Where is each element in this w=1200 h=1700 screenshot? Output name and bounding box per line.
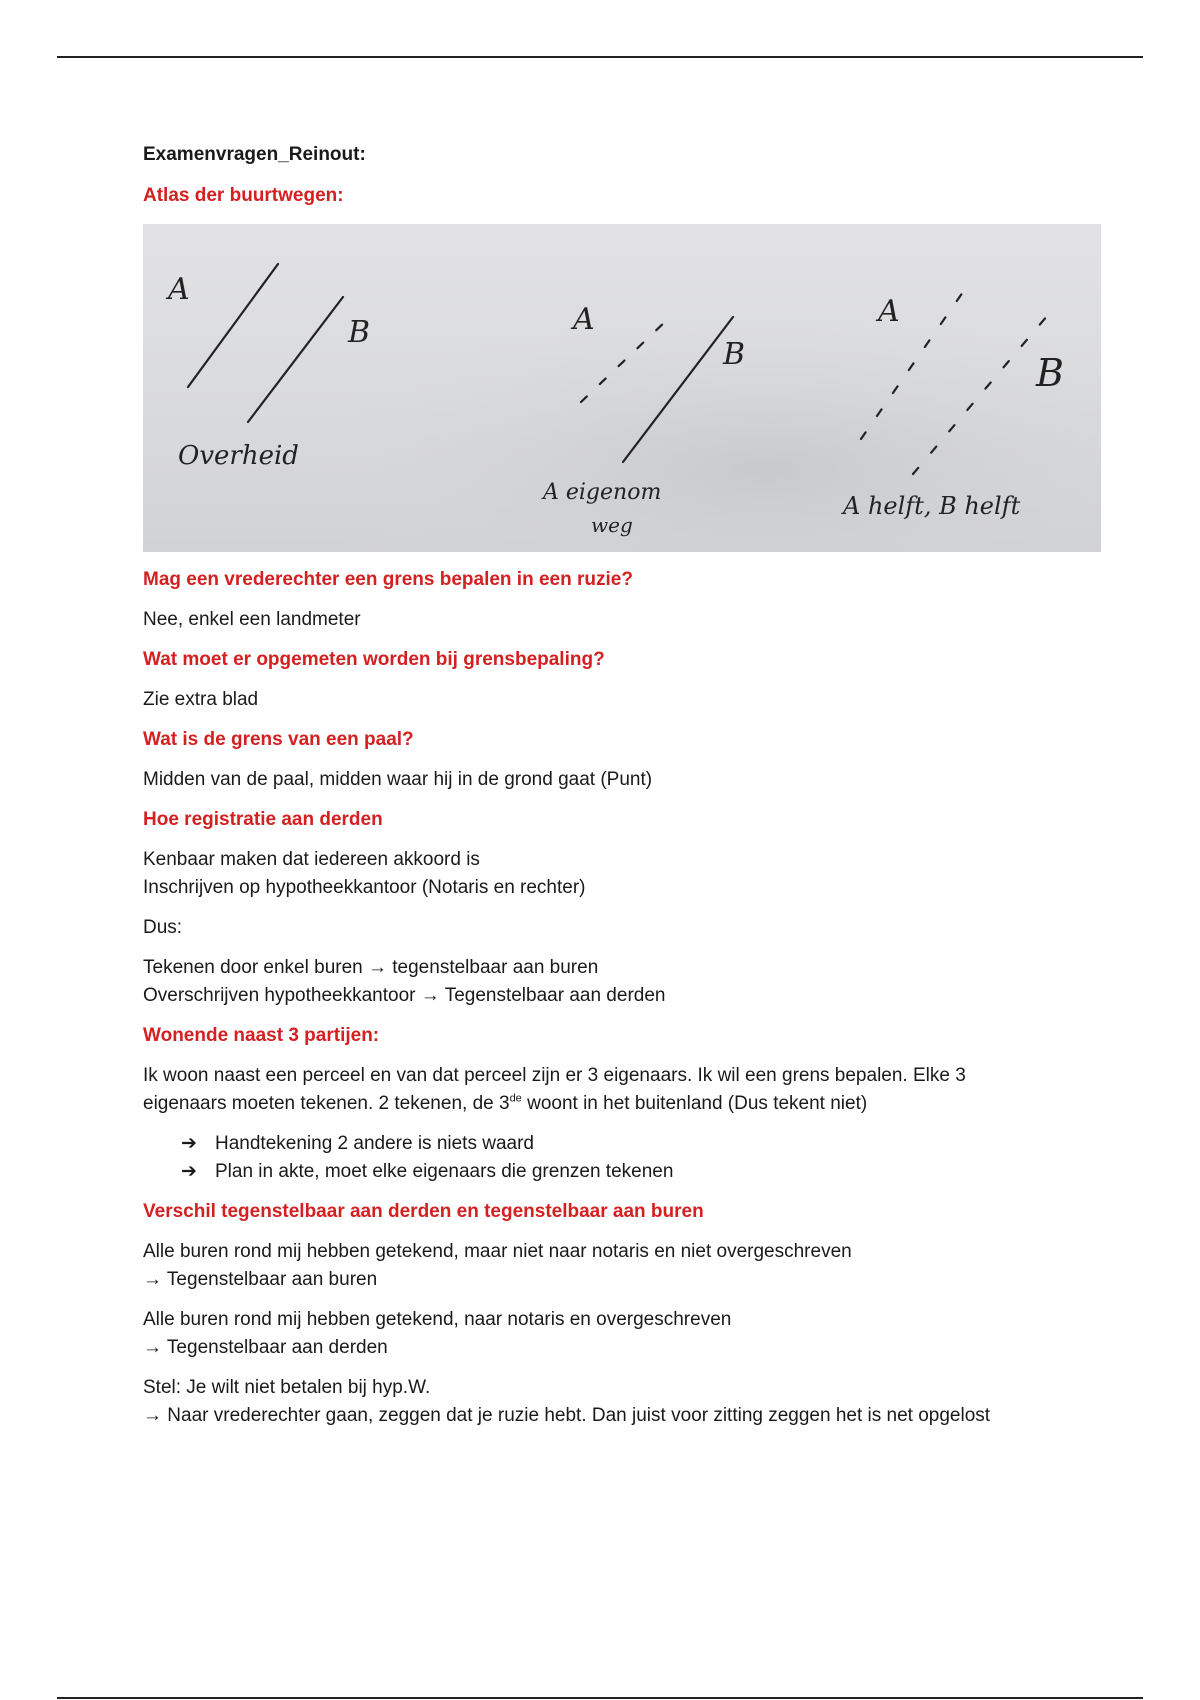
q4-dus: Dus: (143, 917, 183, 938)
answer-q3: Midden van de paal, midden waar hij in de grond gaat (Punt) (143, 769, 653, 790)
heading-atlas: Atlas der buurtwegen: (143, 185, 344, 206)
list-item (181, 1130, 1103, 1158)
bottom-rule (57, 1697, 1143, 1699)
q4-line2: Inschrijven op hypotheekkantoor (Notaris en rechter) (143, 877, 586, 898)
sketch-drawing (143, 224, 1101, 552)
sketch-photo (143, 224, 1101, 552)
sketch1-label-a: A (168, 272, 190, 307)
bullet-text: Plan in akte, moet elke eigenaars die grenzen tekenen (215, 1161, 674, 1182)
heading-q1: Mag een vrederechter een grens bepalen in een ruzie? (143, 569, 633, 590)
q6-a6: → Naar vrederechter gaan, zeggen dat je ruzie hebt. Dan juist voor zitting zeggen het is net opgelost (143, 1405, 991, 1426)
q6-a4: → Tegenstelbaar aan derden (143, 1337, 388, 1358)
sketch2-label-a: A (573, 302, 595, 337)
q4-line1: Kenbaar maken dat iedereen akkoord is (143, 849, 480, 870)
list-item (181, 1158, 1103, 1186)
q5-para1a: Ik woon naast een perceel en van dat perceel zijn er 3 eigenaars. Ik wil een grens bepalen. Elke 3 (143, 1065, 966, 1086)
heading-q5: Wonende naast 3 partijen: (143, 1025, 380, 1046)
q5-para1b: eigenaars moeten tekenen. 2 tekenen, de 3de woont in het buitenland (Dus tekent niet) (143, 1092, 868, 1114)
q6-a5: Stel: Je wilt niet betalen bij hyp.W. (143, 1377, 431, 1398)
answer-q1: Nee, enkel een landmeter (143, 609, 361, 630)
heading-q6: Verschil tegenstelbaar aan derden en tegenstelbaar aan buren (143, 1201, 704, 1222)
q6-a3: Alle buren rond mij hebben getekend, naar notaris en overgeschreven (143, 1309, 732, 1330)
arrow-icon: ➔ (181, 1161, 197, 1182)
sketch2-caption-weg: weg (591, 513, 633, 537)
heading-q3: Wat is de grens van een paal? (143, 729, 414, 750)
sketch1-caption: Overheid (178, 441, 299, 471)
heading-q4: Hoe registratie aan derden (143, 809, 383, 830)
top-rule (57, 56, 1143, 58)
document-title: Examenvragen_Reinout: (143, 144, 366, 165)
sketch2-label-b: B (723, 337, 746, 372)
q6-a2: → Tegenstelbaar aan buren (143, 1269, 378, 1290)
q4-line4: Overschrijven hypotheekkantoor → Tegenstelbaar aan derden (143, 985, 666, 1006)
sketch3-caption: A helft, B helft (843, 492, 1021, 520)
sketch1-label-b: B (348, 315, 371, 350)
ordinal-sup: de (509, 1092, 522, 1105)
q4-line3: Tekenen door enkel buren → tegenstelbaar aan buren (143, 957, 599, 978)
sketch2-caption: A eigenom (543, 480, 662, 505)
q6-a1: Alle buren rond mij hebben getekend, maar niet naar notaris en niet overgeschreven (143, 1241, 852, 1262)
sketch3-label-b: B (1036, 351, 1064, 395)
sketch3-label-a: A (878, 294, 900, 329)
bullet-text: Handtekening 2 andere is niets waard (215, 1133, 534, 1154)
answer-q2: Zie extra blad (143, 689, 259, 710)
document-body (143, 140, 1103, 1430)
arrow-icon: ➔ (181, 1133, 197, 1154)
heading-q2: Wat moet er opgemeten worden bij grensbepaling? (143, 649, 605, 670)
